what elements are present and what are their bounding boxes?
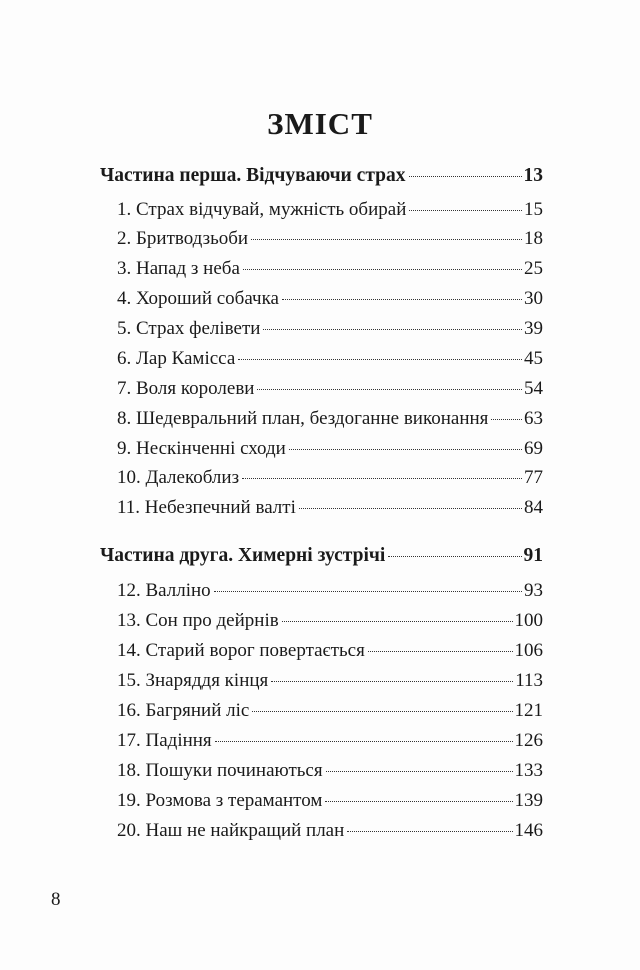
dot-leader — [409, 176, 522, 177]
dot-leader — [326, 771, 513, 772]
toc-entry — [117, 580, 543, 602]
toc-page-number: 15 — [524, 199, 543, 220]
dot-leader — [325, 801, 512, 802]
toc-entry-label: 20. Наш не найкращий план — [117, 820, 345, 841]
dot-leader — [271, 681, 513, 682]
toc-entry — [117, 348, 543, 370]
dot-leader — [214, 591, 522, 592]
toc-entry-label: 1. Страх відчувай, мужність обирай — [117, 199, 407, 220]
toc-entry — [117, 408, 543, 430]
toc-page-number: 18 — [524, 228, 543, 249]
toc-part-2 — [100, 545, 543, 567]
toc-page-number: 77 — [524, 467, 543, 488]
toc-entry-label: 5. Страх фелівети — [117, 318, 261, 339]
toc-entry — [117, 438, 543, 460]
dot-leader — [491, 419, 522, 420]
toc-page-number: 121 — [514, 700, 543, 721]
toc-entry-label: 11. Небезпечний валті — [117, 497, 296, 518]
toc-page-number: 45 — [524, 348, 543, 369]
toc-entry-label: 2. Бритводзьоби — [117, 228, 249, 249]
toc-page-number: 54 — [524, 378, 543, 399]
page-number-footer: 8 — [51, 889, 61, 910]
toc-page-number: 91 — [523, 545, 543, 566]
toc-entry — [117, 610, 543, 632]
toc-entry-label: 13. Сон про дейрнів — [117, 610, 279, 631]
toc-page-number: 25 — [524, 258, 543, 279]
dot-leader — [238, 359, 522, 360]
toc-entry-label: 8. Шедевральний план, бездоганне виконання — [117, 408, 489, 429]
toc-entry-label: 14. Старий ворог повертається — [117, 640, 365, 661]
toc-page-number: 100 — [514, 610, 543, 631]
dot-leader — [409, 210, 522, 211]
toc-entry-label: 3. Напад з неба — [117, 258, 240, 279]
toc-page-number: 126 — [514, 730, 543, 751]
toc-entry-label: 17. Падіння — [117, 730, 212, 751]
dot-leader — [251, 239, 522, 240]
dot-leader — [252, 711, 512, 712]
toc-entry — [117, 670, 543, 692]
dot-leader — [242, 478, 522, 479]
toc-entry-label: 4. Хороший собачка — [117, 288, 279, 309]
toc-entry — [117, 199, 543, 221]
dot-leader — [388, 556, 521, 557]
toc-entry — [117, 228, 543, 250]
toc-page-number: 146 — [514, 820, 543, 841]
toc-page-number: 13 — [523, 165, 543, 186]
dot-leader — [282, 299, 522, 300]
toc-entry — [117, 790, 543, 812]
dot-leader — [282, 621, 513, 622]
toc-page-number: 133 — [514, 760, 543, 781]
toc-part-title: Частина друга. Химерні зустрічі — [100, 545, 386, 566]
toc-entry-label: 9. Нескінченні сходи — [117, 438, 286, 459]
page-title: ЗМІСТ — [267, 106, 373, 141]
toc-entry-label: 18. Пошуки починаються — [117, 760, 323, 781]
toc-entry — [117, 318, 543, 340]
toc-entry-label: 6. Лар Камісса — [117, 348, 236, 369]
toc-entry — [117, 640, 543, 662]
dot-leader — [368, 651, 513, 652]
toc-page-number: 30 — [524, 288, 543, 309]
toc-page-number: 63 — [524, 408, 543, 429]
dot-leader — [347, 831, 512, 832]
toc-entry — [117, 497, 543, 519]
toc-entry — [117, 258, 543, 280]
toc-entry-label: 19. Розмова з терамантом — [117, 790, 323, 811]
toc-page-number: 39 — [524, 318, 543, 339]
toc-part-1 — [100, 165, 543, 187]
toc-entry — [117, 467, 543, 489]
toc-entry-label: 7. Воля королеви — [117, 378, 255, 399]
dot-leader — [289, 449, 522, 450]
toc-entry — [117, 730, 543, 752]
toc-page-number: 113 — [515, 670, 543, 691]
toc-entry-label: 12. Валліно — [117, 580, 211, 601]
toc-entry — [117, 378, 543, 400]
toc-page-number: 93 — [524, 580, 543, 601]
dot-leader — [263, 329, 522, 330]
toc-page-number: 84 — [524, 497, 543, 518]
toc-entry-label: 10. Далекоблиз — [117, 467, 240, 488]
dot-leader — [215, 741, 513, 742]
toc-entry — [117, 760, 543, 782]
toc-part-title: Частина перша. Відчуваючи страх — [100, 165, 406, 186]
dot-leader — [243, 269, 522, 270]
dot-leader — [299, 508, 522, 509]
toc-entry — [117, 820, 543, 842]
toc-entry — [117, 288, 543, 310]
toc-page-number: 106 — [514, 640, 543, 661]
toc-page-number: 69 — [524, 438, 543, 459]
toc-entry-label: 16. Багряний ліс — [117, 700, 250, 721]
toc-entry — [117, 700, 543, 722]
dot-leader — [257, 389, 522, 390]
toc-page-number: 139 — [514, 790, 543, 811]
toc-entry-label: 15. Знаряддя кінця — [117, 670, 269, 691]
